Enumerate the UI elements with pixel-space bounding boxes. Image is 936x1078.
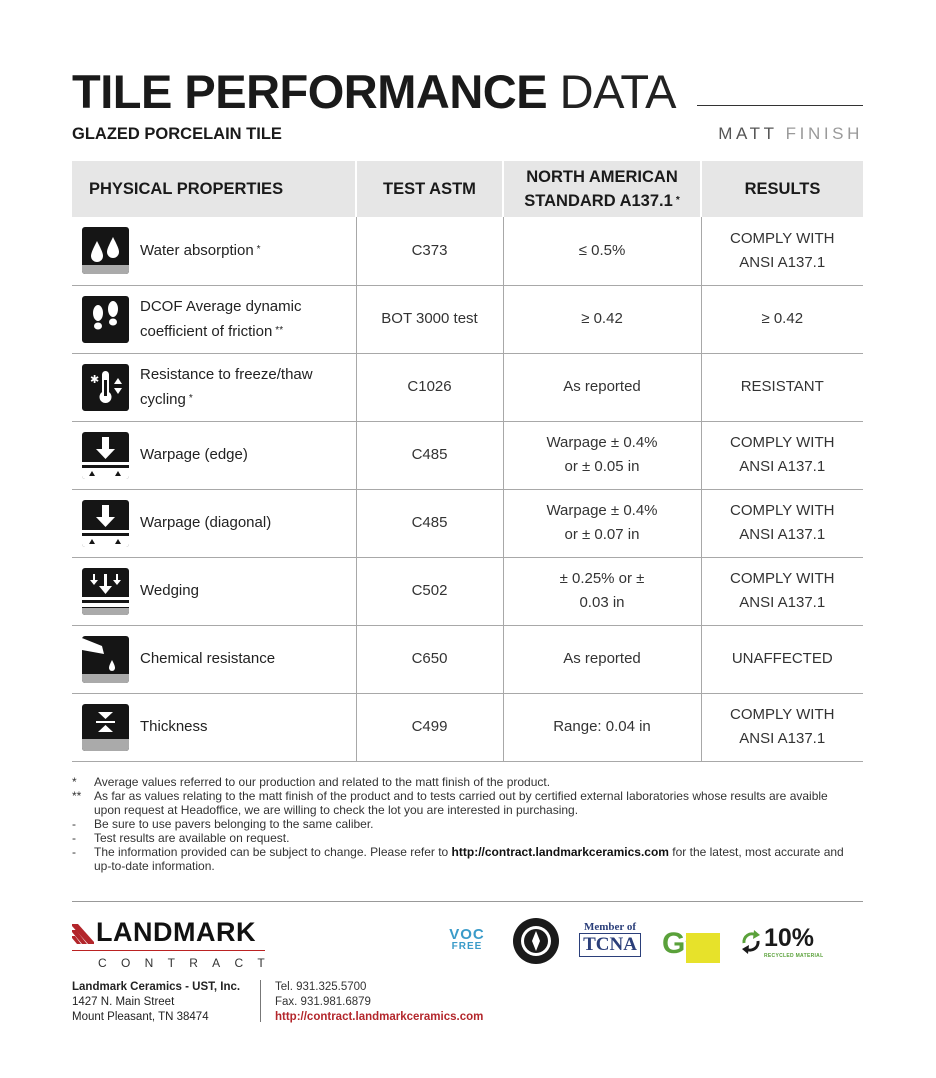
property-cell xyxy=(72,693,356,761)
standard-cell: Range: 0.04 in xyxy=(503,693,701,761)
company-name: Landmark Ceramics - UST, Inc. xyxy=(72,981,241,993)
property-name xyxy=(140,715,208,739)
g2-badge xyxy=(662,921,720,965)
website-link[interactable]: http://contract.landmarkceramics.com xyxy=(275,1011,484,1023)
footprints-icon xyxy=(82,296,129,343)
test-method-cell: C485 xyxy=(356,421,503,489)
usgbc-seal-icon xyxy=(512,917,560,965)
city-address: Mount Pleasant, TN 38474 xyxy=(72,1011,209,1023)
voc-text: VOC xyxy=(449,926,485,943)
thermometer-icon xyxy=(82,364,129,411)
property-label: Thickness xyxy=(140,718,208,735)
footnote-body: Average values referred to our production and related to the matt finish of the product. xyxy=(94,775,551,789)
standard-cell: Warpage ± 0.4% or ± 0.05 in xyxy=(503,421,701,489)
property-cell xyxy=(72,353,356,421)
thickness-icon xyxy=(82,704,129,751)
voc-free-badge xyxy=(440,926,494,955)
recycled-badge xyxy=(740,923,864,963)
result-cell: UNAFFECTED xyxy=(701,625,863,693)
warpage-edge-icon xyxy=(82,432,129,479)
result-cell: COMPLY WITH ANSI A137.1 xyxy=(701,421,863,489)
property-label: Chemical resistance xyxy=(140,650,276,667)
footnote-mark: - xyxy=(72,831,76,845)
footnote xyxy=(72,831,852,845)
property-cell xyxy=(72,625,356,693)
brand-sub: CONTRACT xyxy=(98,956,280,970)
property-footnote-mark: ** xyxy=(275,324,284,336)
property-label: Warpage (edge) xyxy=(140,446,248,463)
test-method-cell: C499 xyxy=(356,693,503,761)
header-properties: PHYSICAL PROPERTIES xyxy=(72,161,356,217)
contact-block xyxy=(275,980,483,1025)
property-footnote-mark: * xyxy=(256,244,261,256)
footnote-text xyxy=(94,831,289,845)
footer-rule xyxy=(72,901,863,902)
address-divider xyxy=(260,980,261,1022)
recycled-label: RECYCLED MATERIAL xyxy=(764,953,824,959)
property-name xyxy=(140,238,261,263)
landmark-mark-icon xyxy=(72,922,94,944)
finish-label-b: FINISH xyxy=(785,124,863,143)
brand-name: LANDMARK xyxy=(96,917,256,947)
test-method-cell: C1026 xyxy=(356,353,503,421)
table-row xyxy=(72,489,863,557)
usgbc-member-badge xyxy=(512,917,560,965)
table-row xyxy=(72,557,863,625)
result-cell: RESISTANT xyxy=(701,353,863,421)
test-method-cell: C373 xyxy=(356,217,503,285)
tcna-text: TCNA xyxy=(579,933,641,957)
footnote-mark: * xyxy=(72,775,77,789)
footnotes xyxy=(72,775,852,873)
property-cell xyxy=(72,557,356,625)
table-row xyxy=(72,217,863,285)
finish-label xyxy=(718,124,863,144)
table-row xyxy=(72,625,863,693)
result-cell: COMPLY WITH ANSI A137.1 xyxy=(701,693,863,761)
svg-text:✱: ✱ xyxy=(90,372,100,386)
footnote-tail: for the latest, most accurate and up-to-date information. xyxy=(94,845,844,873)
footnote-body: The information provided can be subject to change. Please refer to xyxy=(94,845,452,859)
property-cell xyxy=(72,217,356,285)
phone: Tel. 931.325.5700 xyxy=(275,981,367,993)
test-method-cell: C650 xyxy=(356,625,503,693)
performance-table xyxy=(72,161,863,762)
address-block xyxy=(72,980,240,1025)
footnote xyxy=(72,789,852,817)
fax: Fax. 931.981.6879 xyxy=(275,996,371,1008)
footnote-body: Be sure to use pavers belonging to the same caliber. xyxy=(94,817,374,831)
property-label: DCOF Average dynamic coefficient of friction xyxy=(140,297,302,340)
test-method-cell: BOT 3000 test xyxy=(356,285,503,353)
result-cell: COMPLY WITH ANSI A137.1 xyxy=(701,489,863,557)
property-name xyxy=(140,579,199,603)
table-row xyxy=(72,353,863,421)
property-name xyxy=(140,511,271,535)
free-text: FREE xyxy=(451,941,483,952)
header-standard xyxy=(503,161,701,217)
title-light: DATA xyxy=(559,65,676,118)
property-label: Wedging xyxy=(140,582,199,599)
footnote-body: As far as values relating to the matt finish of the product and to tests carried out by certified external laboratories whose results are avaible upon request at Headoffice, we are willing to check the lot you are interested in purchasing. xyxy=(94,789,828,817)
property-name xyxy=(140,363,335,412)
property-label: Water absorption xyxy=(140,242,254,260)
footnote-text xyxy=(94,845,852,873)
tcna-member-badge xyxy=(579,922,641,960)
table-row xyxy=(72,421,863,489)
footnote-text xyxy=(94,789,852,817)
g2-yellow-box xyxy=(686,933,720,963)
footnote-mark: ** xyxy=(72,789,82,803)
property-name xyxy=(140,647,275,671)
warpage-diagonal-icon xyxy=(82,500,129,547)
title-rule xyxy=(697,105,863,106)
standard-cell: ≤ 0.5% xyxy=(503,217,701,285)
standard-cell: Warpage ± 0.4% or ± 0.07 in xyxy=(503,489,701,557)
landmark-logo xyxy=(72,919,279,970)
footnote-body: Test results are available on request. xyxy=(94,831,290,845)
result-cell: COMPLY WITH ANSI A137.1 xyxy=(701,557,863,625)
subtitle: GLAZED PORCELAIN TILE xyxy=(72,125,282,143)
header-standard-line1: NORTH AMERICAN xyxy=(526,168,678,186)
table-row xyxy=(72,693,863,761)
footnote xyxy=(72,845,852,873)
standard-cell: As reported xyxy=(503,625,701,693)
property-name xyxy=(140,295,320,344)
table-header-row xyxy=(72,161,863,217)
footnote-link[interactable]: http://contract.landmarkceramics.com xyxy=(451,845,669,859)
recycled-percent: 10% xyxy=(764,924,815,952)
street-address: 1427 N. Main Street xyxy=(72,996,175,1008)
header-standard-mark: * xyxy=(675,195,680,206)
water-drops-icon xyxy=(82,227,129,274)
property-cell xyxy=(72,421,356,489)
result-cell: COMPLY WITH ANSI A137.1 xyxy=(701,217,863,285)
brand-line xyxy=(72,950,265,951)
tcna-member-text: Member of xyxy=(583,921,637,933)
header-results: RESULTS xyxy=(701,161,863,217)
test-method-cell: C502 xyxy=(356,557,503,625)
standard-cell: ≥ 0.42 xyxy=(503,285,701,353)
finish-label-a: MATT xyxy=(718,124,778,143)
property-cell xyxy=(72,285,356,353)
footnote-text xyxy=(94,775,550,789)
standard-cell: As reported xyxy=(503,353,701,421)
footnote xyxy=(72,775,852,789)
header-standard-line2: STANDARD A137.1 xyxy=(524,192,673,210)
property-label: Warpage (diagonal) xyxy=(140,514,272,531)
wedging-icon xyxy=(82,568,129,615)
footnote-mark: - xyxy=(72,845,76,859)
title-bold: TILE PERFORMANCE xyxy=(72,65,548,118)
property-footnote-mark: * xyxy=(188,392,193,404)
footnote-mark: - xyxy=(72,817,76,831)
property-label: Resistance to freeze/thaw cycling xyxy=(140,365,313,408)
footnote xyxy=(72,817,852,831)
footnote-text xyxy=(94,817,374,831)
test-method-cell: C485 xyxy=(356,489,503,557)
standard-cell: ± 0.25% or ± 0.03 in xyxy=(503,557,701,625)
page-title xyxy=(72,66,676,118)
chemical-drop-icon xyxy=(82,636,129,683)
recycle-arrows-icon xyxy=(740,929,762,955)
property-name xyxy=(140,443,248,467)
g2-letter: G xyxy=(662,927,686,960)
header-test: TEST ASTM xyxy=(356,161,503,217)
table-row xyxy=(72,285,863,353)
property-cell xyxy=(72,489,356,557)
result-cell: ≥ 0.42 xyxy=(701,285,863,353)
